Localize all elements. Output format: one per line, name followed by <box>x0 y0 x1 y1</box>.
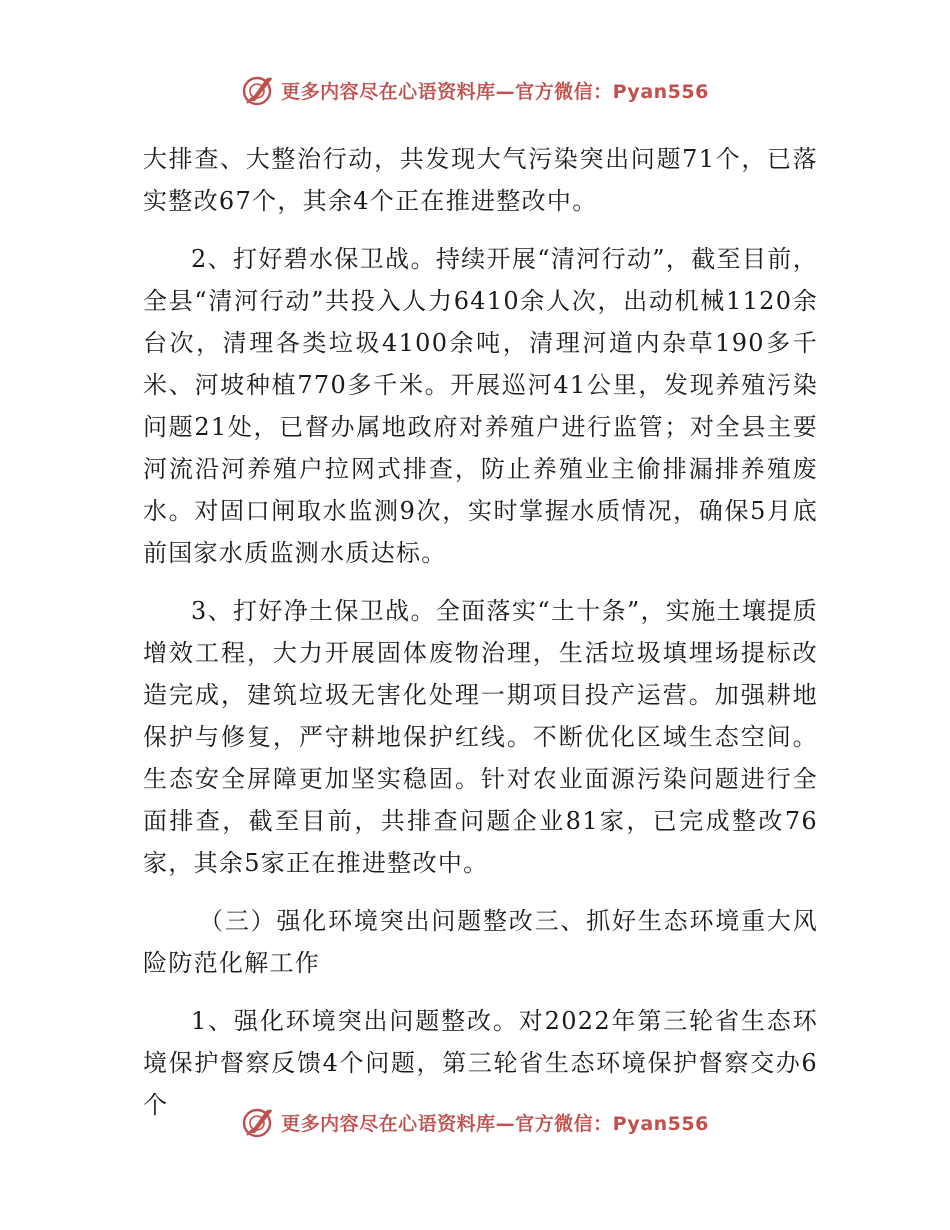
section-heading-three: （三）强化环境突出问题整改三、抓好生态环境重大风险防范化解工作 <box>143 907 818 977</box>
header-banner-text: 更多内容尽在心语资料库—官方微信：Pyan556 <box>281 80 709 103</box>
paragraph-rectification: 1、强化环境突出问题整改。对2022年第三轮省生态环境保护督察反馈4个问题，第三轮省生态环境保护督察交办6个 <box>143 1007 818 1119</box>
paragraph-clean-soil: 3、打好净土保卫战。全面落实“土十条”，实施土壤提质增效工程，大力开展固体废物治理，生活垃圾填埋场提标改造完成，建筑垃圾无害化处理一期项目投产运营。加强耕地保护与修复，严守耕地保护红线。不断优化区域生态空间。生态安全屏障更加坚实稳固。针对农业面源污染问题进行全面排查，截至目前，共排查问题企业81家，已完成整改76家，其余5家正在推进整改中。 <box>143 597 818 877</box>
footer-banner-inner <box>241 1105 709 1139</box>
quill-logo-icon <box>241 73 275 107</box>
footer-banner-text: 更多内容尽在心语资料库—官方微信：Pyan556 <box>281 1112 709 1135</box>
quill-logo-icon <box>241 1105 275 1139</box>
paragraph-clear-water: 2、打好碧水保卫战。持续开展“清河行动”，截至目前，全县“清河行动”共投入人力6410余人次，出动机械1120余台次，清理各类垃圾4100余吨，清理河道内杂草190多千米、河坡种植770多千米。开展巡河41公里，发现养殖污染问题21处，已督办属地政府对养殖户进行监管；对全县主要河流沿河养殖户拉网式排查，防止养殖业主偷排漏排养殖废水。对固口闸取水监测9次，实时掌握水质情况，确保5月底前国家水质监测水质达标。 <box>143 245 818 567</box>
header-banner <box>0 70 950 110</box>
document-body <box>143 138 818 1142</box>
footer-banner <box>0 1102 950 1142</box>
paragraph-continuation: 大排查、大整治行动，共发现大气污染突出问题71个，已落实整改67个，其余4个正在推进整改中。 <box>143 145 818 215</box>
header-banner-inner <box>241 73 709 107</box>
